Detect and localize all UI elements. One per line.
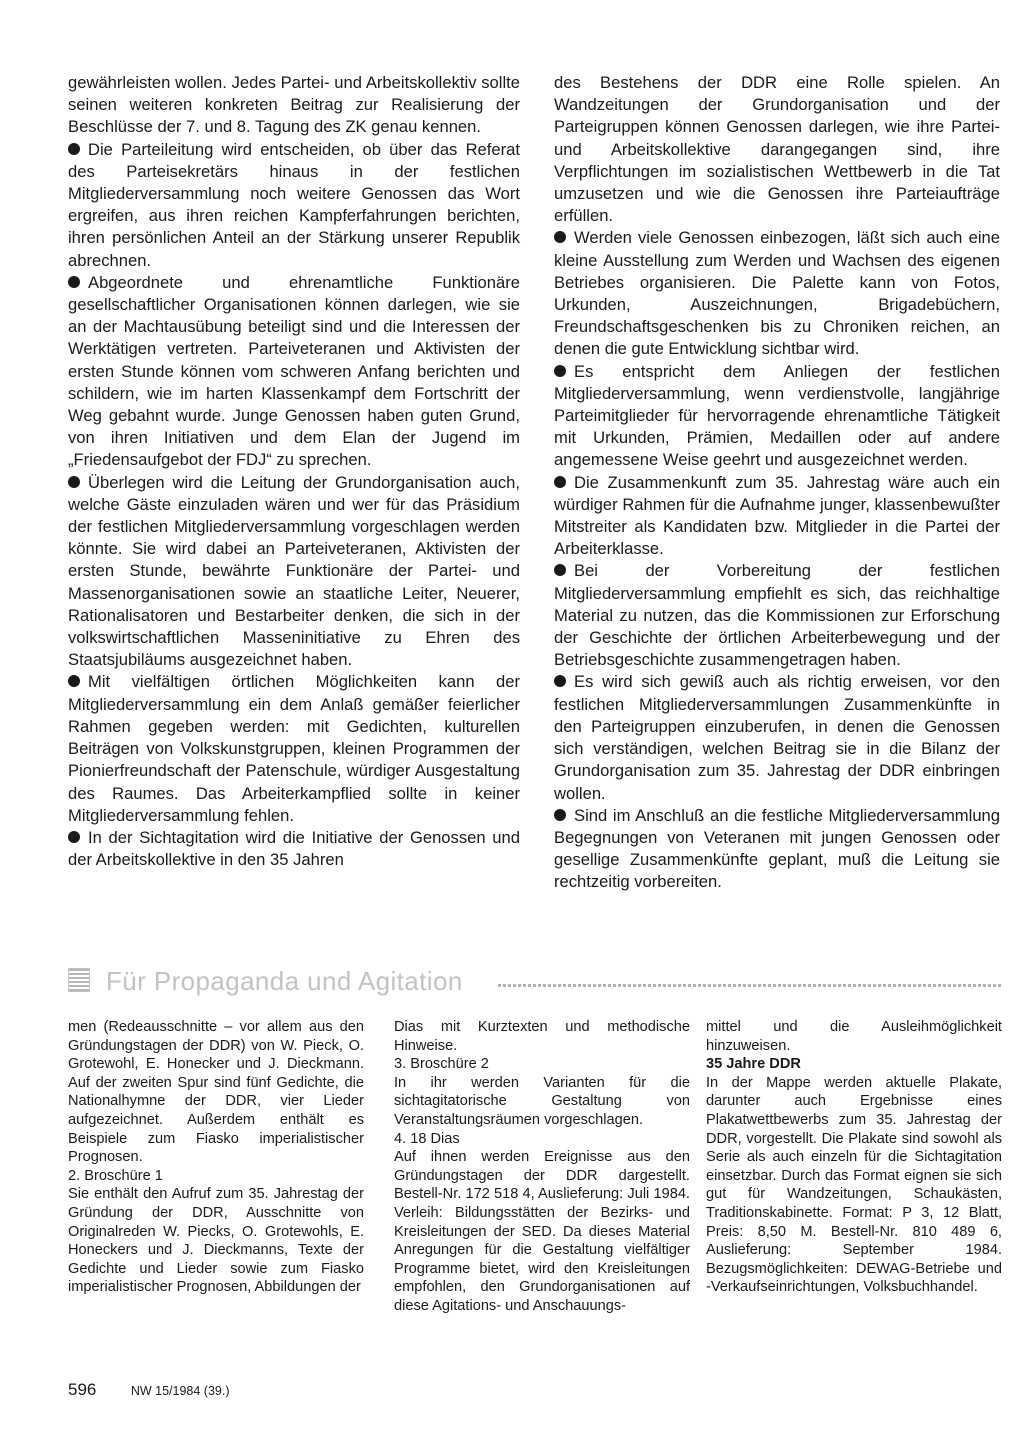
- bullet-icon: [554, 809, 566, 821]
- paragraph-text: Überlegen wird die Leitung der Grundorganisation auch, welche Gäste einzuladen wären und wer für das Präsidium der festlichen Mitgliederversammlung vorgeschlagen werden könnte. Sie wird dabei an Parteiveteranen, Aktivisten der ersten Stunde, bewährte Funktionäre der Partei- und Massenorganisationen sowie an staatliche Leiter, Neuerer, Rationalisatoren und Bestarbeiter denken, die sich in der volkswirtschaftlichen Masseninitiative zu Ehren des Staatsjubiläums ausgezeichnet haben.: [68, 472, 520, 670]
- bullet-icon: [554, 231, 566, 243]
- bullet-icon: [554, 365, 566, 377]
- section-title: Für Propaganda und Agitation: [106, 966, 463, 996]
- paragraph-text: gewährleisten wollen. Jedes Partei- und Arbeitskollektiv sollte seinen weiteren konkreten Beitrag zur Realisierung der Beschlüsse der 7. und 8. Tagung des ZK genau kennen.: [68, 73, 520, 137]
- page-footer: [68, 1378, 230, 1402]
- paragraph: [554, 72, 1000, 227]
- issue-reference: NW 15/1984 (39.): [130, 1384, 230, 1398]
- bullet-paragraph: [554, 472, 1000, 561]
- bullet-icon: [68, 276, 80, 288]
- lower-column-1: [68, 1018, 364, 1297]
- paragraph: [68, 72, 520, 139]
- paragraph-text: Bei der Vorbereitung der festlichen Mitgliederversammlung empfiehlt es sich, das reichhaltige Material zu nutzen, das die Kommissionen zur Erforschung der Geschichte der örtlichen Arbeiterbewegung und der Betriebsgeschichte zusammengetragen haben.: [554, 561, 1000, 670]
- page-number: 596: [68, 1380, 97, 1399]
- bullet-paragraph: [554, 361, 1000, 472]
- bullet-paragraph: [554, 671, 1000, 804]
- bullet-paragraph: [68, 827, 520, 871]
- lower-column-2: [394, 1018, 690, 1316]
- bullet-icon: [68, 675, 80, 687]
- paragraph: In ihr werden Varianten für die sichtagitatorische Gestaltung von Veranstaltungsräumen vorgeschlagen.: [394, 1074, 690, 1128]
- bullet-paragraph: [68, 272, 520, 472]
- section-divider: [498, 984, 1002, 987]
- subheading: 35 Jahre DDR: [706, 1056, 801, 1073]
- numbered-item: 3. Broschüre 2: [394, 1056, 489, 1073]
- paragraph: In der Mappe werden aktuelle Plakate, darunter auch Ergebnisse eines Plakatwettbewerbs zum 35. Jahrestag der DDR, vorgestellt. Die Plakate sind sowohl als Serie als auch einzeln für die Sichtagitation einsetzbar. Durch das Format eignen sie sich gut für Wandzeitungen, Schaukästen, Traditionskabinette. Format: P 3, 12 Blatt, Preis: 8,50 M. Bestell-Nr. 810 489 6, Auslieferung: September 1984. Bezugsmöglichkeiten: DEWAG-Betriebe und -Verkaufseinrichtungen, Volksbuchhandel.: [706, 1074, 1002, 1296]
- paragraph: Auf ihnen werden Ereignisse aus den Gründungstagen der DDR dargestellt. Bestell-Nr. 172 518 4, Auslieferung: Juli 1984. Verleih: Bildungsstätten der Bezirks- und Kreisleitungen der SED. Da dieses Material Anregungen für die Gestaltung vielfältiger Programme bietet, wird den Kreisleitungen empfohlen, den Grundorganisationen auf diese Agitations- und Anschauungs-: [394, 1149, 690, 1314]
- paragraph-text: des Bestehens der DDR eine Rolle spielen. An Wandzeitungen der Grundorganisation und der Parteigruppen können Genossen darlegen, wie ihre Partei- und Arbeitskollektive darangegangen sind, ihre Verpflichtungen im sozialistischen Wettbewerb in die Tat umzusetzen und wie die Genossen ihre Parteiaufträge erfüllen.: [554, 73, 1000, 226]
- paragraph-text: Sind im Anschluß an die festliche Mitgliederversammlung Begegnungen von Veteranen mit jungen Genossen oder gesellige Zusammenkünfte geplant, muß die Leitung sie rechtzeitig vorbereiten.: [554, 805, 1000, 892]
- bullet-icon: [554, 564, 566, 576]
- bullet-icon: [554, 675, 566, 687]
- section-mark-icon: [68, 968, 90, 992]
- paragraph-text: Es wird sich gewiß auch als richtig erweisen, vor den festlichen Mitgliederversammlungen Zusammenkünfte in den Parteigruppen einzuberufen, in denen die Genossen sich verständigen, welchen Beitrag sie in die Bilanz der Grundorganisation zum 35. Jahrestag der DDR einbringen wollen.: [554, 672, 1000, 803]
- bullet-paragraph: [68, 472, 520, 672]
- paragraph: men (Redeausschnitte – vor allem aus den Gründungstagen der DDR) von W. Pieck, O. Grotewohl, E. Honecker und J. Dieckmann. Auf der zweiten Spur sind fünf Gedichte, die Nationalhymne der DDR, vier Lieder aufgezeichnet. Außerdem enthält es Beispiele zum Fiasko imperialistischer Prognosen.: [68, 1019, 364, 1166]
- section-header: [62, 962, 1002, 1002]
- upper-right-column: [554, 72, 1000, 894]
- bullet-paragraph: [554, 805, 1000, 894]
- numbered-item: 4. 18 Dias: [394, 1130, 460, 1147]
- bullet-icon: [554, 476, 566, 488]
- bullet-paragraph: [554, 227, 1000, 360]
- bullet-paragraph: [68, 139, 520, 272]
- paragraph: Sie enthält den Aufruf zum 35. Jahrestag der Gründung der DDR, Ausschnitte von Originalreden W. Piecks, O. Grotewohls, E. Honeckers und J. Dieckmanns, Texte der Gedichte und Lieder sowie zum Fiasko imperialistischer Prognosen, Abbildungen der: [68, 1186, 364, 1296]
- paragraph-text: Es entspricht dem Anliegen der festlichen Mitgliederversammlung, wenn verdienstvolle, langjährige Parteimitglieder für hervorragende ehrenamtliche Tätigkeit mit Urkunden, Prämien, Medaillen oder auf andere angemessene Weise geehrt und ausgezeichnet werden.: [554, 361, 1000, 470]
- lower-column-3: [706, 1018, 1002, 1297]
- bullet-icon: [68, 476, 80, 488]
- paragraph-text: Abgeordnete und ehrenamtliche Funktionäre gesellschaftlicher Organisationen können darlegen, wie sie an der Machtausübung beteiligt sind und die Interessen der Werktätigen vertreten. Parteiveteranen und Aktivisten der ersten Stunde können vom schweren Anfang berichten und schildern, wie im harten Klassenkampf dem Fortschritt der Weg gebahnt wurde. Junge Genossen haben guten Grund, von ihren Initiativen und dem Elan der Jugend im „Friedensaufgebot der FDJ“ zu sprechen.: [68, 272, 520, 470]
- bullet-paragraph: [68, 671, 520, 826]
- upper-left-column: [68, 72, 520, 871]
- paragraph: Dias mit Kurztexten und methodische Hinweise.: [394, 1019, 690, 1054]
- paragraph-text: Die Parteileitung wird entscheiden, ob über das Referat des Parteisekretärs hinaus in der festlichen Mitgliederversammlung noch weitere Genossen das Wort ergreifen, aus ihren reichen Kampferfahrungen berichten, ihren persönlichen Anteil an der Stärkung unserer Republik abrechnen.: [68, 139, 520, 270]
- numbered-item: 2. Broschüre 1: [68, 1167, 163, 1184]
- bullet-icon: [68, 831, 80, 843]
- paragraph: mittel und die Ausleihmöglichkeit hinzuweisen.: [706, 1019, 1002, 1054]
- paragraph-text: Mit vielfältigen örtlichen Möglichkeiten kann der Mitgliederversammlung ein dem Anlaß gemäßer feierlicher Rahmen gegeben werden: mit Gedichten, kulturellen Beiträgen von Volkskunstgruppen, kleinen Programmen der Pionierfreundschaft der Patenschule, würdiger Ausgestaltung des Raumes. Das Arbeiterkampflied sollte in keiner Mitgliederversammlung fehlen.: [68, 672, 520, 825]
- bullet-paragraph: [554, 560, 1000, 671]
- paragraph-text: Die Zusammenkunft zum 35. Jahrestag wäre auch ein würdiger Rahmen für die Aufnahme junger, klassenbewußter Mitstreiter als Kandidaten bzw. Mitglieder in die Partei der Arbeiterklasse.: [554, 472, 1000, 559]
- bullet-icon: [68, 143, 80, 155]
- paragraph-text: In der Sichtagitation wird die Initiative der Genossen und der Arbeitskollektive in den 35 Jahren: [68, 827, 520, 870]
- paragraph-text: Werden viele Genossen einbezogen, läßt sich auch eine kleine Ausstellung zum Werden und Wachsen des eigenen Betriebes organisieren. Die Palette kann von Fotos, Urkunden, Auszeichnungen, Brigadebüchern, Freundschaftsgeschenken bis zu Chroniken reichen, an denen die gute Entwicklung sichtbar wird.: [554, 228, 1000, 359]
